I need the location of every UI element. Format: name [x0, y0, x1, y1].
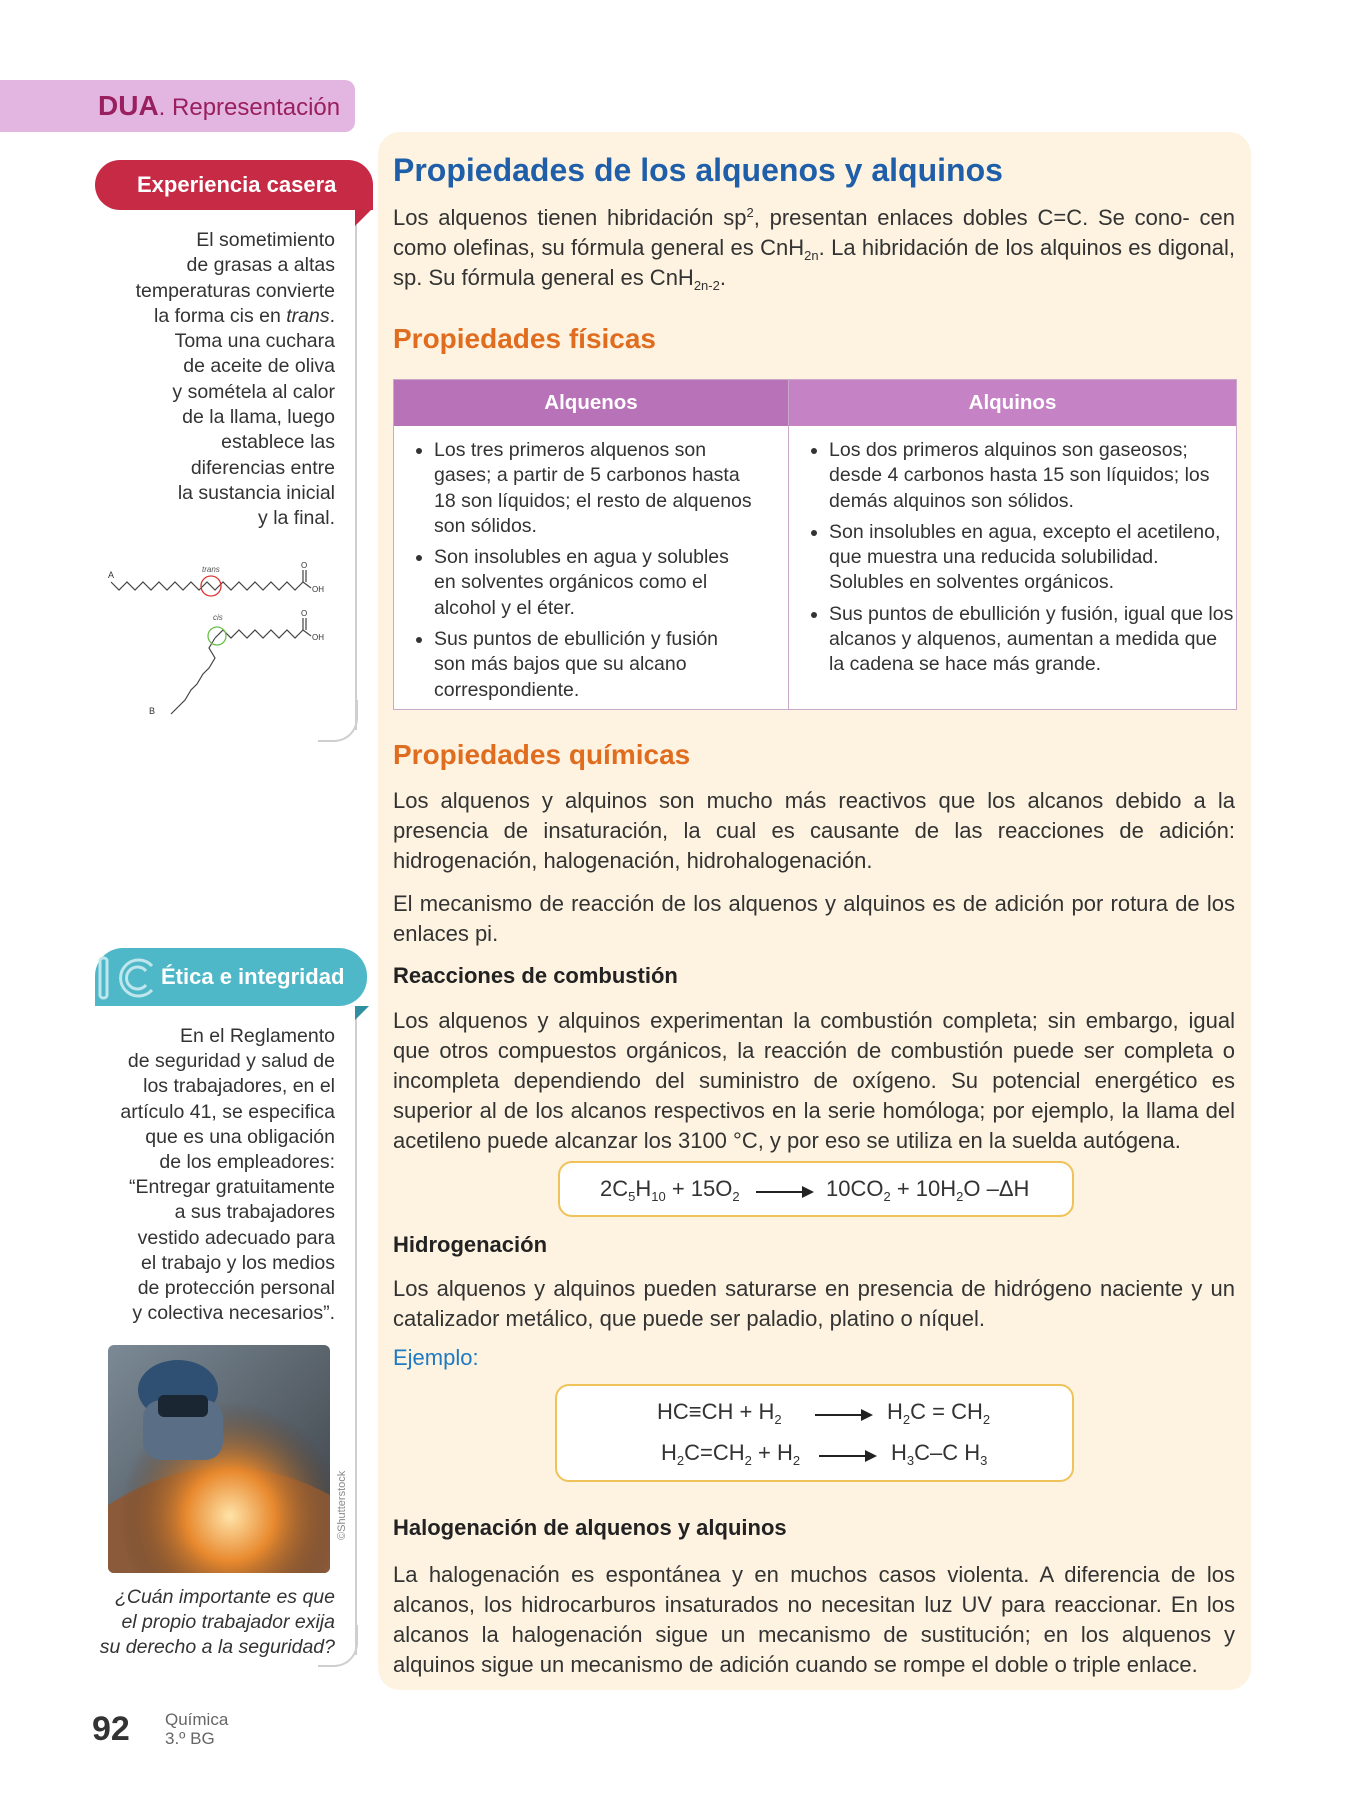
- etica-header: Ética e integridad: [95, 948, 367, 1006]
- etica-text: En el Reglamento de seguridad y salud de los trabajadores, en el artículo 41, se especifica que es una obligación de los empleadores: “Entregar gratuitamente a sus trabajadores vestido adecuado para el trabajo y los medios de protección personal y colectiva necesarios”.: [120, 1025, 335, 1325]
- intro-paragraph: Los alquenos tienen hibridación $sp^2$, presentan enlaces dobles C=C. Se cono- cen como olefinas, su fórmula general es CnH$_{2n}$. La hibridación de los alquinos es digonal, sp. Su fórmula general es CnH$_{2n-2}$.: [393, 205, 1235, 293]
- hidrogenacion-r2-right: $H_3C-C$ $H_3$: [891, 1440, 988, 1468]
- sidebar-rule-top: [355, 225, 357, 730]
- diagram-cis-label: cis: [213, 613, 223, 622]
- combustion-eq-right: $10CO_2 + 10H_2O$ –ΔH: [826, 1176, 1030, 1204]
- diagram-label-a: A: [108, 570, 115, 580]
- experiencia-text: El sometimiento de grasas a altas temperaturas convierte la forma cis en trans. Toma una cuchara de aceite de oliva y sométela al calor de la llama, luego establece las diferencias entre la sustancia inicial y la final.: [95, 228, 335, 532]
- halogenacion-title: Halogenación de alquenos y alquinos: [393, 1515, 787, 1540]
- halogenacion-paragraph: La halogenación es espontánea y en muchos casos violenta. A diferencia de los alcanos, los hidrocarburos insaturados no necesitan luz UV para reaccionar. En los alcanos la halogenación sigue un mecanismo de sustitución; en los alquenos y alquinos sigue un mecanismo de adición cuando se rompe el doble o triple enlace.: [393, 1562, 1235, 1677]
- list-item: • Son insolubles en agua, excepto el acetileno, que muestra una reducida solubilidad. Solubles en solventes orgánicos.: [829, 520, 1234, 596]
- reaction-arrow-icon: [819, 1455, 875, 1457]
- combustion-eq-left: $2C_5H_{10} + 15O_2$: [600, 1176, 740, 1204]
- dua-tab: [0, 80, 355, 132]
- table-header-alquenos: Alquenos: [394, 380, 788, 426]
- trans-chain: [111, 582, 303, 590]
- ejemplo-label: Ejemplo:: [393, 1345, 479, 1370]
- quimicas-paragraph-1: Los alquenos y alquinos son mucho más reactivos que los alcanos debido a la presencia de insaturación, la cual es causante de las reacciones de adición: hidrogenación, halogenación, hidrohalogenación.: [393, 788, 1235, 873]
- experiencia-line-trans: la forma cis en trans.: [154, 304, 335, 327]
- list-item: • Sus puntos de ebullición y fusión son más bajos que su alcano correspondiente.: [434, 627, 754, 703]
- ic-logo-icon: [96, 956, 156, 1000]
- diagram-trans-label: trans: [202, 565, 220, 574]
- sidebar-rule-bottom: [355, 1015, 357, 1655]
- fisicas-title: Propiedades físicas: [393, 323, 657, 354]
- hidrogenacion-r2-left: $H_2C=CH_2 + H_2$: [661, 1440, 801, 1468]
- experiencia-corner: [355, 210, 371, 226]
- diagram-o-1: O: [301, 561, 308, 570]
- combustion-paragraph: Los alquenos y alquinos experimentan la combustión completa; sin embargo, igual que otros compuestos orgánicos, la reacción de combustión puede ser completa o incompleta dependiendo del suministro de oxígeno. Su potencial energético es superior al de los alcanos respectivos en la serie homóloga; por ejemplo, la llama del acetileno puede alcanzar los 3100 °C, y por eso se utiliza en la suelda autógena.: [393, 1008, 1235, 1153]
- cis-tail: [171, 638, 215, 714]
- reaction-arrow-icon: [815, 1414, 871, 1416]
- experiencia-header: Experiencia casera: [95, 160, 373, 210]
- footer-subject: Química 3.º BG: [165, 1710, 229, 1748]
- welder-photo: [108, 1345, 330, 1573]
- combustion-equation-box: [558, 1161, 1074, 1217]
- combustion-title: Reacciones de combustión: [393, 963, 678, 988]
- hidrogenacion-r1-right: $H_2C = CH_2$: [887, 1399, 991, 1427]
- quimicas-title: Propiedades químicas: [393, 739, 691, 770]
- list-item: • Son insolubles en agua y solubles en solventes orgánicos como el alcohol y el éter.: [434, 545, 754, 621]
- diagram-o-2: O: [301, 609, 308, 618]
- alquinos-column: [789, 438, 1234, 684]
- photo-credit: ©Shutterstock: [336, 1470, 348, 1540]
- quimicas-paragraph-2: El mecanismo de reacción de los alquenos y alquinos es de adición por rotura de los enlaces pi.: [393, 891, 1235, 946]
- diagram-oh-2: OH: [312, 633, 324, 642]
- page-title: Propiedades de los alquenos y alquinos: [393, 152, 1003, 188]
- propiedades-table: [393, 379, 1237, 710]
- etica-question: ¿Cuán importante es que el propio trabajador exija su derecho a la seguridad?: [99, 1586, 335, 1659]
- list-item: • Sus puntos de ebullición y fusión, igual que los alcanos y alquenos, aumentan a medida que la cadena se hace más grande.: [829, 602, 1234, 678]
- cis-chain: [215, 630, 303, 638]
- hidrogenacion-paragraph: Los alquenos y alquinos pueden saturarse en presencia de hidrógeno naciente y un catalizador metálico, que puede ser paladio, platino o níquel.: [393, 1276, 1235, 1331]
- page-number: 92: [92, 1710, 130, 1748]
- hidrogenacion-title: Hidrogenación: [393, 1232, 548, 1257]
- list-item: • Los tres primeros alquenos son gases; a partir de 5 carbonos hasta 18 son líquidos; el resto de alquenos son sólidos.: [434, 438, 754, 539]
- list-item: • Los dos primeros alquinos son gaseosos; desde 4 carbonos hasta 15 son líquidos; los demás alquinos son sólidos.: [829, 438, 1234, 514]
- dua-title: DUA. Representación: [98, 90, 341, 121]
- reaction-arrow-icon: [756, 1191, 812, 1193]
- etica-corner: [355, 1006, 369, 1020]
- hidrogenacion-equation-box: [555, 1384, 1074, 1482]
- alquenos-column: [394, 438, 754, 709]
- diagram-oh-1: OH: [312, 585, 324, 594]
- diagram-label-b: B: [149, 706, 156, 716]
- cis-trans-diagram: [105, 558, 345, 718]
- table-header-alquinos: Alquinos: [789, 380, 1236, 426]
- hidrogenacion-r1-left: $HC\equiv CH + H_2$: [657, 1399, 782, 1427]
